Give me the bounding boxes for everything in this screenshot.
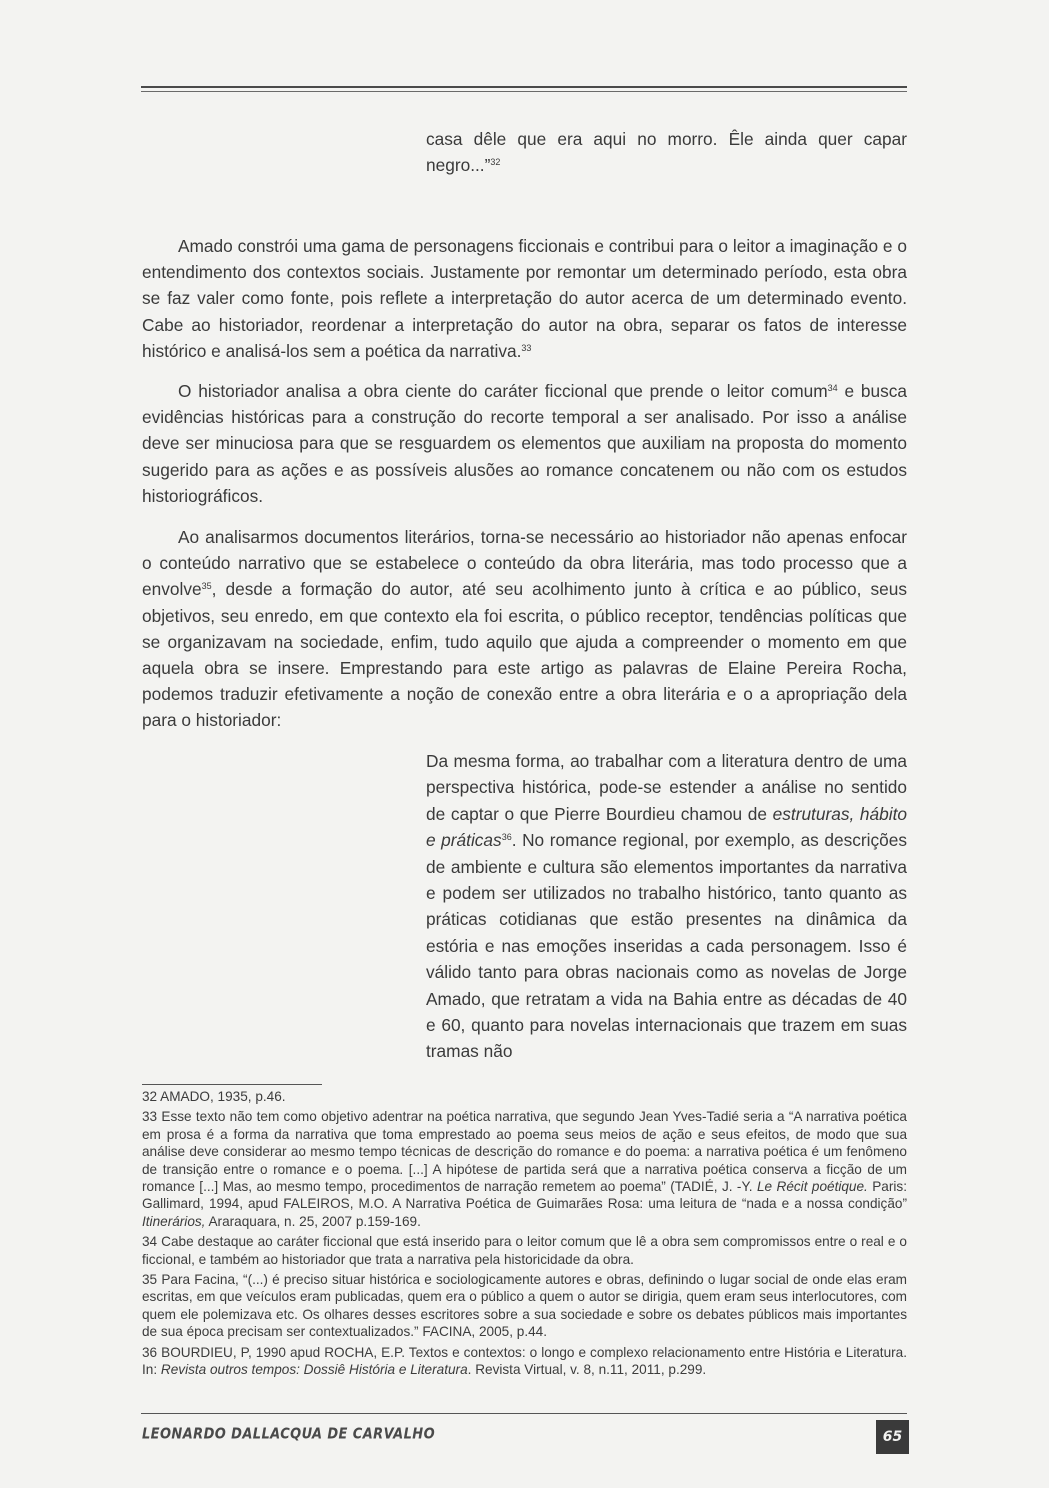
footnote-text: 33 Esse texto não tem como objetivo adentrar na poética narrativa, que segundo Jean Yves-Tadié seria a “A narrativa poética em prosa é a forma da narrativa que toma emprestado ao poema seus meios de ação e seus efeitos, de modo que sua análise deve considerar ao mesmo tempo técnicas de descrição do romance e do poema: a narrativa poética é um fenômeno de transição entre o romance e o poema. [...] A hipótese de partida será que a narrativa poética conserva a ficção de um romance [...] Mas, ao mesmo tempo, procedimentos de narração remetem ao poema” (TADIÉ, J. -Y. — [142, 1109, 907, 1195]
footnote-text: . Revista Virtual, v. 8, n.11, 2011, p.299. — [467, 1362, 707, 1378]
footnote-ref: 35 — [201, 581, 212, 592]
footnote-text: 36 BOURDIEU, P, 1990 apud ROCHA, E.P. Textos e contextos: o longo e complexo relacionamento entre História e Literatura. In: — [142, 1344, 907, 1378]
paragraph-text: Ao analisarmos documentos literários, torna-se necessário ao historiador não apenas enfocar o conteúdo narrativo que se estabelece o conteúdo da obra literária, mas todo processo que a envolve — [142, 527, 907, 600]
footnote-italic: Le Récit poétique. — [756, 1179, 868, 1195]
footnote-text: Paris: Gallimard, 1994, apud FALEIROS, M.O. A Narrativa Poética de Guimarães Rosa: uma leitura de “nada e a nossa condição” — [142, 1179, 907, 1212]
block-quote — [426, 748, 907, 1065]
paragraph-text: e busca evidências históricas para a construção do recorte temporal a ser analisado. Por isso a análise deve ser minuciosa para que se resguardem os elementos que auxiliam na proposta do momento sugerido para as ações e as possíveis alusões ao romance concatenem ou não com os estudos historiográficos. — [142, 381, 907, 506]
footer-author: LEONARDO DALLACQUA DE CARVALHO — [142, 1426, 436, 1444]
footer-rule — [141, 1413, 907, 1414]
footnote-italic: Revista outros tempos: Dossiê História e Literatura — [160, 1362, 468, 1378]
page-number: 65 — [876, 1420, 909, 1454]
footnotes — [142, 1088, 907, 1382]
quote-italic: estruturas, hábito e práticas — [426, 803, 907, 851]
footnote-ref: 33 — [521, 342, 532, 353]
footnote-36 — [142, 1344, 907, 1379]
quote-text: . No romance regional, por exemplo, as descrições de ambiente e cultura são elementos importantes da narrativa e podem ser utilizados no trabalho histórico, tanto quanto as práticas cotidianas que estão presentes na dinâmica da estória e nas emoções inseridas a cada personagem. Isso é válido tanto para obras nacionais como as novelas de Jorge Amado, que retratam a vida na Bahia entre as décadas de 40 e 60, quanto para novelas internacionais que trazem em suas tramas não — [426, 830, 907, 1062]
paragraph-text: O historiador analisa a obra ciente do caráter ficcional que prende o leitor comum — [178, 381, 828, 401]
footnote-separator — [142, 1084, 322, 1085]
paragraph-text: Amado constrói uma gama de personagens ficcionais e contribui para o leitor a imaginação e o entendimento dos contextos sociais. Justamente por remontar um determinado período, esta obra se faz valer como fonte, pois reflete a interpretação do autor acerca de um determinado evento. Cabe ao historiador, reordenar a interpretação do autor na obra, separar os fatos de interesse histórico e analisá-los sem a poética da narrativa. — [142, 236, 907, 361]
paragraph — [142, 524, 907, 734]
header-rule — [141, 86, 907, 88]
block-quote-continued — [426, 126, 907, 179]
paragraph — [142, 378, 907, 509]
footnote-text: Araraquara, n. 25, 2007 p.159-169. — [205, 1213, 421, 1229]
footnote-35: 35 Para Facina, “(...) é preciso situar histórica e sociologicamente autores e obras, definindo o lugar social de onde elas eram escritas, em que veículos eram publicadas, quem era o público a quem o autor se dirigia, quem eram seus interlocutores, com quem ele polemizava etc. Os olhares desses escritores sobre a sua sociedade e sobre os debates públicos mais importantes de sua época precisam ser contextualizados.” FACINA, 2005, p.44. — [142, 1272, 907, 1340]
footnote-ref: 32 — [490, 157, 501, 168]
footnote-34: 34 Cabe destaque ao caráter ficcional que está inserido para o leitor comum que lê a obra sem compromissos entre o real e o ficcional, e também ao historiador que trata a narrativa pela historicidade da obra. — [142, 1234, 907, 1267]
footnote-32: 32 AMADO, 1935, p.46. — [142, 1089, 286, 1104]
paragraph — [142, 233, 907, 364]
header-rule-thin — [141, 91, 907, 92]
paragraph-text: , desde a formação do autor, até seu acolhimento junto à crítica e ao público, seus objetivos, seu enredo, em que contexto ela foi escrita, o público receptor, tendências políticas que se organizavam na sociedade, enfim, tudo aquilo que ajuda a compreender o momento em que aquela obra se insere. Emprestando para este artigo as palavras de Elaine Pereira Rocha, podemos traduzir efetivamente a noção de conexão entre a obra literária e o a apropriação dela para o historiador: — [142, 579, 907, 731]
footnote-ref: 34 — [827, 383, 838, 393]
quote-text: casa dêle que era aqui no morro. Êle ainda quer capar negro...” — [426, 129, 907, 176]
quote-text: Da mesma forma, ao trabalhar com a literatura dentro de uma perspectiva histórica, pode-se estender a análise no sentido de captar o que Pierre Bourdieu chamou de — [426, 751, 907, 824]
footnote-italic: Itinerários, — [142, 1213, 206, 1229]
footnote-ref: 36 — [501, 832, 512, 843]
footnote-33 — [142, 1108, 907, 1230]
